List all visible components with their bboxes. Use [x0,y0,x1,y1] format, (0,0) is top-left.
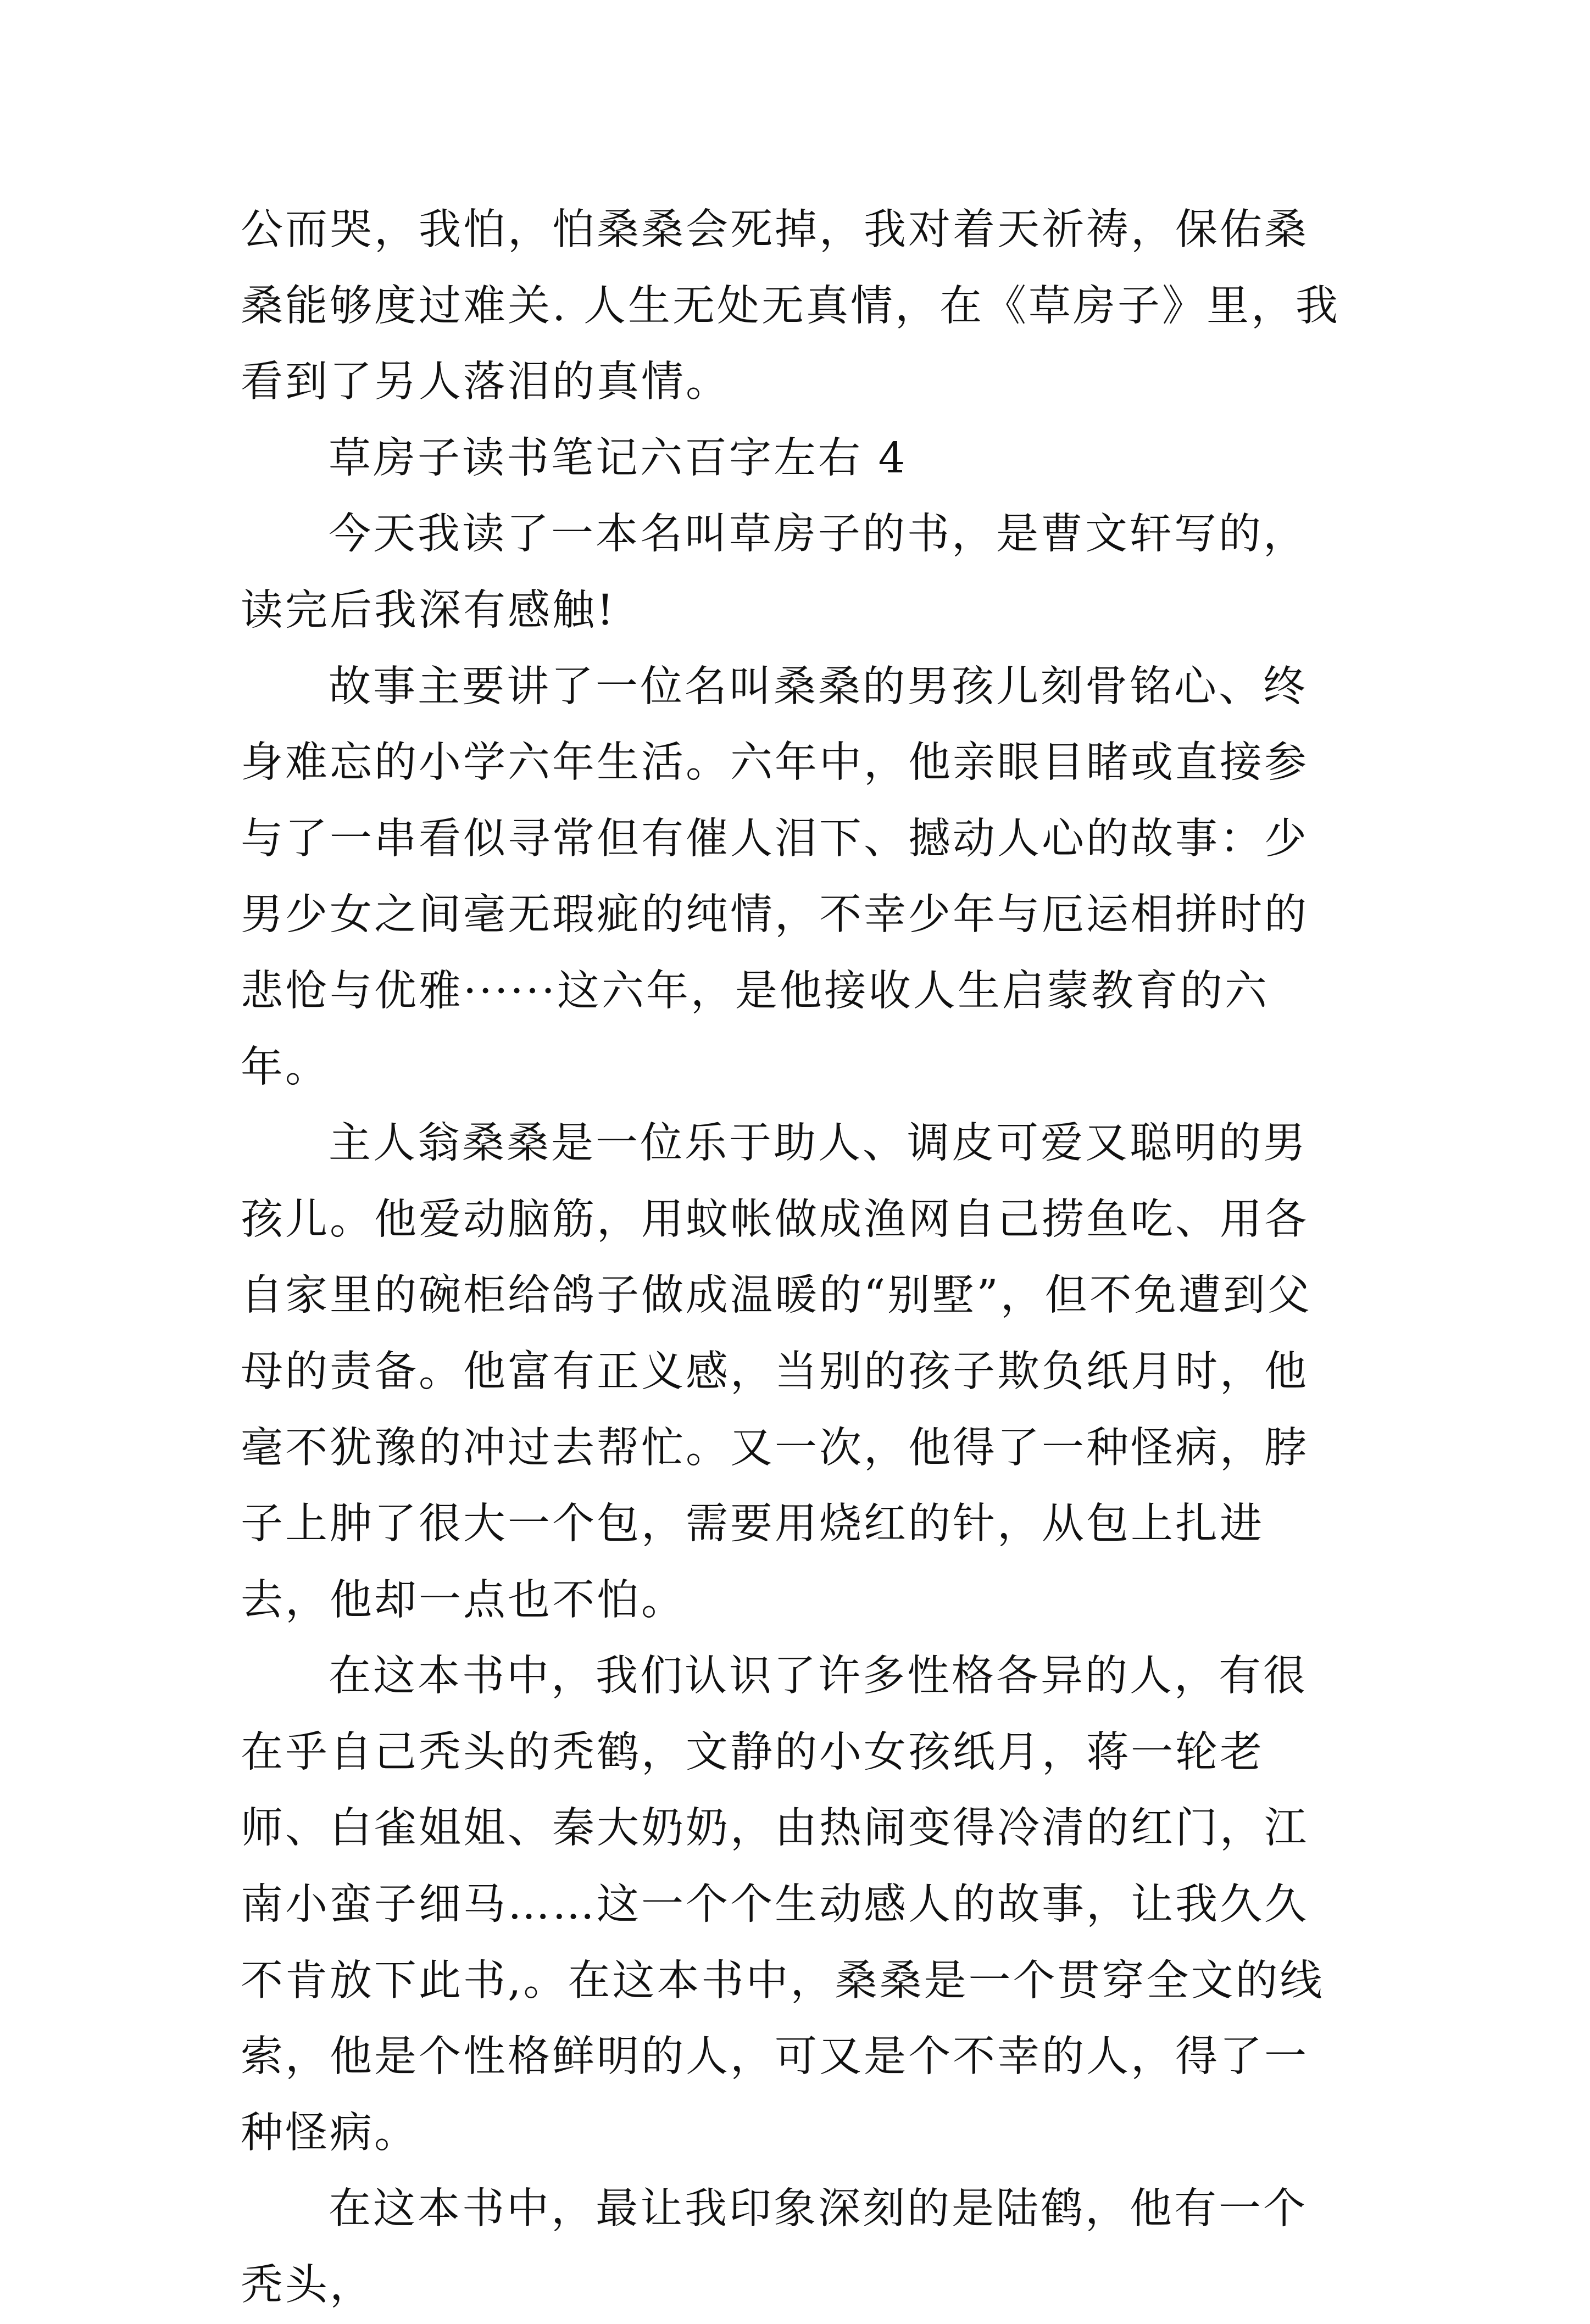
body-text [241,192,1350,2324]
paragraph: 主人翁桑桑是一位乐于助人、调皮可爱又聪明的男孩儿。他爱动脑筋，用蚊帐做成渔网自己捞鱼吃、用各自家里的碗柜给鸽子做成温暖的“别墅”，但不免遭到父母的责备。他富有正义感，当别的孩子欺负纸月时，他毫不犹豫的冲过去帮忙。又一次，他得了一种怪病，脖子上肿了很大一个包，需要用烧红的针，从包上扎进去，他却一点也不怕。 [241,1119,1312,1625]
paragraph: 在这本书中，我们认识了许多性格各异的人，有很在乎自己秃头的秃鹤，文静的小女孩纸月，蒋一轮老师、白雀姐姐、秦大奶奶，由热闹变得冷清的红门，江南小蛮子细马……这一个个生动感人的故事，让我久久不肯放下此书,。在这本书中，桑桑是一个贯穿全文的线索，他是个性格鲜明的人，可又是个不幸的人，得了一种怪病。 [241,1652,1325,2158]
paragraph: 故事主要讲了一位名叫桑桑的男孩儿刻骨铭心、终身难忘的小学六年生活。六年中，他亲眼目睹或直接参与了一串看似寻常但有催人泪下、撼动人心的故事：少男少女之间毫无瑕疵的纯情，不幸少年与厄运相拼时的悲怆与优雅······这六年，是他接收人生启蒙教育的六年。 [241,662,1309,1092]
paragraph: 今天我读了一本名叫草房子的书，是曹文轩写的，读完后我深有感触! [241,510,1308,635]
paragraph-continuation: 公而哭，我怕，怕桑桑会死掉，我对着天祈祷，保佑桑桑能够度过难关. 人生无处无真情，在《草房子》里，我看到了另人落泪的真情。 [241,205,1340,407]
section-heading: 草房子读书笔记六百字左右 4 [329,433,908,483]
paragraph: 在这本书中，最让我印象深刻的是陆鹤，他有一个秃头， [241,2184,1308,2310]
